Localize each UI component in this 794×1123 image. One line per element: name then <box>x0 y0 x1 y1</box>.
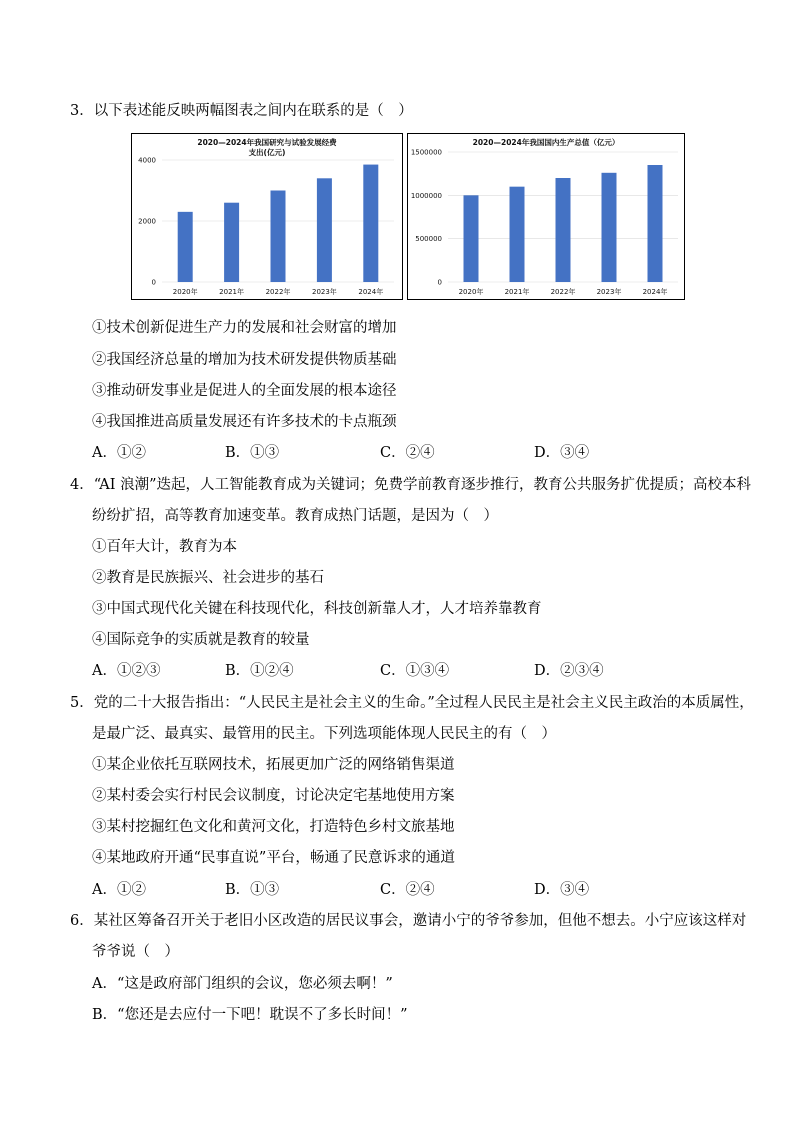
q3-option-2: ②我国经济总量的增加为技术研发提供物质基础 <box>92 352 397 368</box>
q5-option-4: ④某地政府开通“民事直说”平台，畅通了民意诉求的通道 <box>92 850 455 866</box>
rd-bar <box>317 178 332 282</box>
q6-option-b[interactable]: B．“您还是去应付一下吧！耽误不了多长时间！” <box>92 1007 408 1023</box>
q3-option-3: ③推动研发事业是促进人的全面发展的根本途径 <box>92 383 397 399</box>
q4-option-1: ①百年大计，教育为本 <box>92 539 237 555</box>
q6-stem-line-1: 6．某社区筹备召开关于老旧小区改造的居民议事会，邀请小宁的爷爷参加，但他不想去。小宁应该这样对 <box>70 913 747 929</box>
gdp-y-tick-label: 500000 <box>415 235 442 244</box>
q4-option-3: ③中国式现代化关键在科技现代化，科技创新靠人才，人才培养靠教育 <box>92 601 542 617</box>
q4-stem-line-1: 4．“AI 浪潮”迭起，人工智能教育成为关键词；免费学前教育逐步推行，教育公共服务扩优提质；高校本科 <box>70 477 751 493</box>
q4-choices <box>92 661 712 681</box>
rd-bar <box>363 165 378 282</box>
q3-stem: 3．以下表述能反映两幅图表之间内在联系的是（ ） <box>70 103 413 119</box>
q3-option-4: ④我国推进高质量发展还有许多技术的卡点瓶颈 <box>92 414 397 430</box>
gdp-chart-svg <box>408 134 684 299</box>
rd-bar <box>178 212 193 282</box>
q4-choice-b[interactable]: B．①②④ <box>225 663 294 679</box>
gdp-y-tick-label: 1000000 <box>410 191 442 200</box>
q3-option-1: ①技术创新促进生产力的发展和社会财富的增加 <box>92 320 397 336</box>
q3-choice-b[interactable]: B．①③ <box>225 445 280 461</box>
gdp-bar <box>602 173 617 282</box>
rd-x-tick-label: 2023年 <box>311 288 337 296</box>
q3-choice-d[interactable]: D．③④ <box>534 445 590 461</box>
q4-choice-c[interactable]: C．①③④ <box>380 663 450 679</box>
rd-expenditure-chart <box>131 133 403 300</box>
gdp-x-tick-label: 2024年 <box>642 288 668 296</box>
q5-choice-a[interactable]: A．①② <box>92 882 146 898</box>
q5-option-2: ②某村委会实行村民会议制度，讨论决定宅基地使用方案 <box>92 788 455 804</box>
q5-option-3: ③某村挖掘红色文化和黄河文化，打造特色乡村文旅基地 <box>92 819 455 835</box>
charts-row <box>131 133 684 300</box>
rd-x-tick-label: 2022年 <box>265 288 291 296</box>
q4-option-4: ④国际竞争的实质就是教育的较量 <box>92 632 310 648</box>
gdp-bar <box>648 165 663 282</box>
rd-bar <box>224 203 239 282</box>
rd-y-tick-label: 4000 <box>138 156 156 165</box>
rd-y-tick-label: 2000 <box>138 217 156 226</box>
gdp-x-tick-label: 2022年 <box>550 288 576 296</box>
q3-choice-a[interactable]: A．①② <box>92 445 146 461</box>
gdp-bar <box>510 187 525 282</box>
q5-choice-b[interactable]: B．①③ <box>225 882 280 898</box>
q5-choices <box>92 880 712 900</box>
gdp-y-tick-label: 1500000 <box>410 148 442 157</box>
q4-option-2: ②教育是民族振兴、社会进步的基石 <box>92 570 324 586</box>
q3-choice-c[interactable]: C．②④ <box>380 445 435 461</box>
gdp-chart-title: 2020—2024年我国国内生产总值（亿元） <box>472 138 620 147</box>
q4-choice-a[interactable]: A．①②③ <box>92 663 161 679</box>
q4-choice-d[interactable]: D．②③④ <box>534 663 604 679</box>
q5-stem-line-1: 5．党的二十大报告指出：“人民民主是社会主义的生命。”全过程人民民主是社会主义民主政治的本质属性， <box>70 695 754 711</box>
q6-stem-line-2: 爷爷说（ ） <box>92 944 179 960</box>
rd-y-tick-label: 0 <box>151 278 156 287</box>
q5-choice-c[interactable]: C．②④ <box>380 882 435 898</box>
q5-option-1: ①某企业依托互联网技术，拓展更加广泛的网络销售渠道 <box>92 757 455 773</box>
rd-x-tick-label: 2020年 <box>172 288 198 296</box>
rd-x-tick-label: 2024年 <box>358 288 384 296</box>
gdp-chart <box>407 133 685 300</box>
gdp-x-tick-label: 2023年 <box>596 288 622 296</box>
rd-expenditure-chart-svg <box>132 134 402 299</box>
gdp-x-tick-label: 2020年 <box>458 288 484 296</box>
gdp-x-tick-label: 2021年 <box>504 288 530 296</box>
rd-chart-title: 支出(亿元) <box>248 148 286 157</box>
rd-bar <box>271 191 286 283</box>
q3-choices <box>92 443 712 463</box>
q6-option-a[interactable]: A．“这是政府部门组织的会议，您必须去啊！” <box>92 976 393 992</box>
q5-choice-d[interactable]: D．③④ <box>534 882 590 898</box>
gdp-bar <box>464 195 479 282</box>
gdp-y-tick-label: 0 <box>437 278 442 287</box>
rd-chart-title: 2020—2024年我国研究与试验发展经费 <box>197 138 337 147</box>
q4-stem-line-2: 纷纷扩招，高等教育加速变革。教育成热门话题，是因为（ ） <box>92 508 498 524</box>
rd-x-tick-label: 2021年 <box>219 288 245 296</box>
q5-stem-line-2: 是最广泛、最真实、最管用的民主。下列选项能体现人民民主的有（ ） <box>92 726 556 742</box>
gdp-bar <box>556 178 571 282</box>
